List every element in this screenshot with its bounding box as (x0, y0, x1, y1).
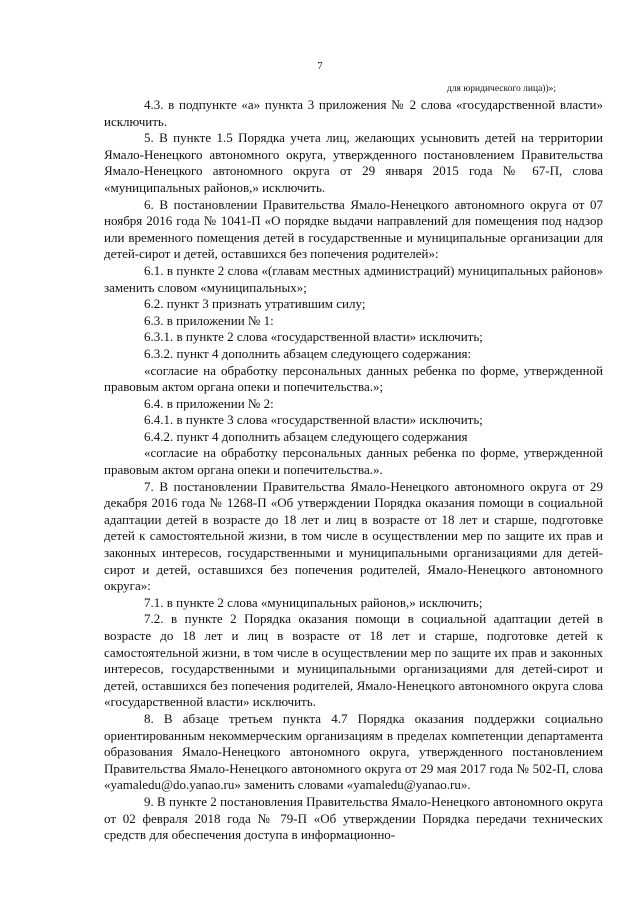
paragraph: 7.1. в пункте 2 слова «муниципальных районов,» исключить; (144, 594, 483, 610)
paragraph: «согласие на обработку персональных данных ребенка по форме, утвержденной правовым актом органа опеки и попечительства.»; (104, 362, 603, 395)
paragraph: 6.4.1. в пункте 3 слова «государственной власти» исключить; (144, 412, 483, 428)
paragraph: 6.1. в пункте 2 слова «(главам местных администраций) муниципальных районов» заменить словом «муниципальных»; (104, 262, 603, 295)
paragraph: 6.3.1. в пункте 2 слова «государственной власти» исключить; (144, 329, 483, 345)
paragraph: 6.2. пункт 3 признать утратившим силу; (144, 296, 366, 312)
paragraph: 7. В постановлении Правительства Ямало-Ненецкого автономного округа от 29 декабря 2016 года № 1268-П «Об утверждении Порядка оказания помощи в социальной адаптации детей в возрасте до 18 лет и лиц в возрасте от 18 лет и старше, подготовке детей к самостоятельной жизни, в том числе в осуществлении мер по защите их прав и законных интересов, государственными и муниципальными организациями для детей-сирот и детей, оставшихся без попечения родителей, Ямало-Ненецкого автономного округа»: (104, 478, 603, 594)
paragraph: «согласие на обработку персональных данных ребенка по форме, утвержденной правовым актом органа опеки и попечительства.». (104, 445, 603, 478)
paragraph: 6.3.2. пункт 4 дополнить абзацем следующего содержания: (144, 345, 472, 361)
top-fragment: для юридического лица))»; (446, 84, 556, 94)
paragraph: 6. В постановлении Правительства Ямало-Ненецкого автономного округа от 07 ноября 2016 года № 1041-П «О порядке выдачи направлений для помещения под надзор или временного помещения детей в государственные и муниципальные организации для детей-сирот и детей, оставшихся без попечения родителей»: (104, 196, 603, 262)
paragraph: 6.3. в приложении № 1: (144, 312, 274, 328)
paragraph: 9. В пункте 2 постановления Правительства Ямало-Ненецкого автономного округа от 02 февраля 2018 года № 79-П «Об утверждении Порядка передачи технических средств для обеспечения доступа в информационно- (104, 793, 603, 843)
paragraph: 7.2. в пункте 2 Порядка оказания помощи в социальной адаптации детей в возрасте до 18 лет и лиц в возрасте от 18 лет и старше, подготовке детей к самостоятельной жизни, в том числе в осуществлении мер по защите их прав и законных интересов, государственными и муниципальными организациями для детей-сирот и детей, оставшихся без попечения родителей, Ямало-Ненецкого автономного округа слова «государственной власти» исключить. (104, 611, 603, 710)
paragraph: 5. В пункте 1.5 Порядка учета лиц, желающих усыновить детей на территории Ямало-Ненецкого автономного округа, утвержденного постановлением Правительства Ямало-Ненецкого автономного округа от 29 января 2015 года № 67-П, слова «муниципальных районов,» исключить. (104, 130, 603, 195)
paragraph: 4.3. в подпункте «а» пункта 3 приложения № 2 слова «государственной власти» исключить. (104, 97, 603, 129)
paragraph: 6.4.2. пункт 4 дополнить абзацем следующего содержания (144, 428, 468, 444)
paragraph: 6.4. в приложении № 2: (144, 395, 274, 411)
paragraph: 8. В абзаце третьем пункта 4.7 Порядка оказания поддержки социально ориентированным некоммерческим организациям в пределах компетенции департамента образования Ямало-Ненецкого автономного округа, утвержденного постановлением Правительства Ямало-Ненецкого автономного округа от 29 мая 2017 года № 502-П, слова «yamaledu@do.yanao.ru» заменить словами «yamaledu@yanao.ru». (104, 710, 603, 793)
page-number: 7 (317, 60, 323, 72)
document-body (104, 97, 603, 844)
